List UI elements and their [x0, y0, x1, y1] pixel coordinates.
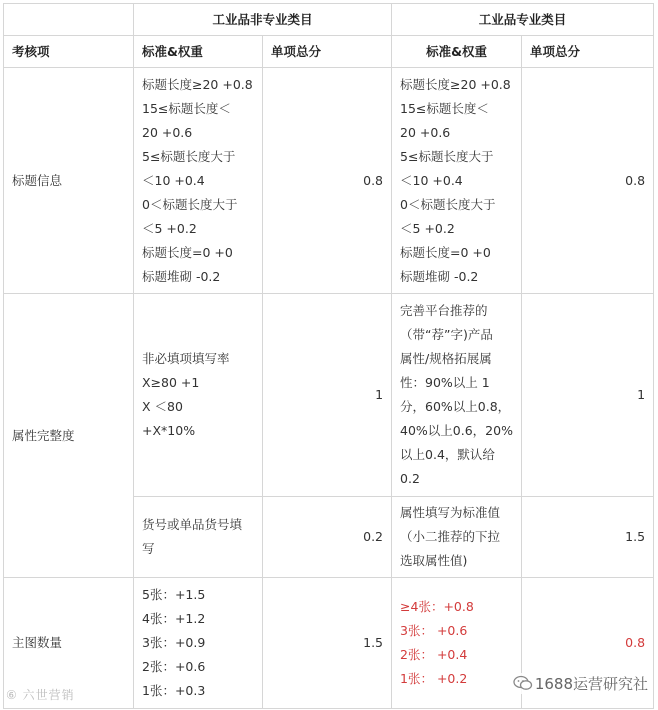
standard-line: 标题堆砌 -0.2 [400, 268, 479, 284]
standard-line: 2张： +0.4 [400, 647, 468, 662]
pro-score-cell: 0.8 [522, 68, 654, 294]
item-label-attribute-completeness: 属性完整度 [4, 294, 134, 578]
standard-line: （小二推荐的下拉 [400, 529, 501, 544]
wechat-icon [513, 675, 533, 691]
standard-line: 0＜标题长度大于 [142, 196, 238, 212]
pro-standard-cell [392, 497, 522, 578]
item-label-main-image-count: 主图数量 [4, 578, 134, 709]
table-row-attribute-completeness [4, 294, 654, 497]
score-column-header-a: 单项总分 [263, 36, 392, 68]
non-pro-score-cell: 1 [263, 294, 392, 497]
non-pro-standard-cell [134, 497, 263, 578]
standard-line: 货号或单品货号填 [142, 517, 243, 532]
standard-column-header-b: 标准&权重 [392, 36, 522, 68]
pro-standard-cell [392, 68, 522, 294]
standard-line: 非必填项填写率 [142, 351, 230, 366]
standard-line: 3张： +0.6 [400, 623, 468, 638]
standard-line: 属性/规格拓展属 [400, 351, 492, 366]
standard-line: 20 +0.6 [400, 124, 451, 140]
watermark-right [513, 673, 648, 694]
standard-line: 20 +0.6 [142, 124, 193, 140]
non-pro-score-cell: 0.2 [263, 497, 392, 578]
pro-standard-cell [392, 294, 522, 497]
watermark-left: ⑥ 六世营销 [6, 688, 75, 702]
pro-score-cell: 0.8 [522, 578, 654, 709]
standard-line: 分，60%以上0.8， [400, 399, 511, 414]
standard-line: 40%以上0.6，20% [400, 423, 513, 438]
score-column-header-b: 单项总分 [522, 36, 654, 68]
standard-line: 性：90%以上 1 [400, 375, 490, 390]
standard-line: 0＜标题长度大于 [400, 196, 496, 212]
standard-line: ≥4张：+0.8 [400, 599, 474, 614]
standard-line: ＜10 +0.4 [142, 172, 205, 188]
standard-column-header-a: 标准&权重 [134, 36, 263, 68]
category-header-row [4, 4, 654, 36]
standard-line: 4张：+1.2 [142, 611, 206, 626]
non-pro-score-cell: 0.8 [263, 68, 392, 294]
standard-line: （带“荐”字)产品 [400, 327, 493, 342]
standard-line: 15≤标题长度＜ [400, 100, 489, 116]
pro-standard-cell [392, 578, 522, 709]
standard-line: ＜10 +0.4 [400, 172, 463, 188]
non-pro-standard-cell [134, 578, 263, 709]
standard-line: 15≤标题长度＜ [142, 100, 231, 116]
standard-line: 以上0.4，默认给 [400, 447, 495, 462]
standard-line: 选取属性值) [400, 553, 468, 568]
standard-line: 写 [142, 541, 155, 556]
standard-line: 3张：+0.9 [142, 635, 206, 650]
column-header-row [4, 36, 654, 68]
standard-line: X≥80 +1 [142, 375, 200, 390]
item-column-header: 考核项 [4, 36, 134, 68]
watermark-right-text: 1688运营研究社 [534, 675, 648, 693]
standard-line: ＜5 +0.2 [142, 220, 197, 236]
pro-score-cell: 1 [522, 294, 654, 497]
standard-line: 1张： +0.2 [400, 671, 468, 686]
standard-line: ＜5 +0.2 [400, 220, 455, 236]
standard-line: 标题长度=0 +0 [142, 244, 233, 260]
standard-line: 1张：+0.3 [142, 683, 206, 698]
item-label-title-info: 标题信息 [4, 68, 134, 294]
non-pro-standard-cell [134, 294, 263, 497]
standard-line: 标题长度≥20 +0.8 [400, 76, 511, 92]
scoring-table [3, 3, 654, 709]
standard-line: 5≤标题长度大于 [142, 148, 236, 164]
corner-cell [4, 4, 134, 36]
standard-line: 5张：+1.5 [142, 587, 206, 602]
standard-line: 0.2 [400, 471, 420, 486]
standard-line: 标题堆砌 -0.2 [142, 268, 221, 284]
table-row-title-info [4, 68, 654, 294]
standard-line: 标题长度≥20 +0.8 [142, 76, 253, 92]
pro-score-cell: 1.5 [522, 497, 654, 578]
standard-line: 2张：+0.6 [142, 659, 206, 674]
standard-line: X ＜80 [142, 399, 183, 414]
non-pro-category-header: 工业品非专业类目 [134, 4, 392, 36]
standard-line: 属性填写为标准值 [400, 505, 501, 520]
non-pro-score-cell: 1.5 [263, 578, 392, 709]
standard-line: 5≤标题长度大于 [400, 148, 494, 164]
standard-line: 完善平台推荐的 [400, 303, 488, 318]
standard-line: 标题长度=0 +0 [400, 244, 491, 260]
non-pro-standard-cell [134, 68, 263, 294]
standard-line: +X*10% [142, 423, 196, 438]
pro-category-header: 工业品专业类目 [392, 4, 654, 36]
